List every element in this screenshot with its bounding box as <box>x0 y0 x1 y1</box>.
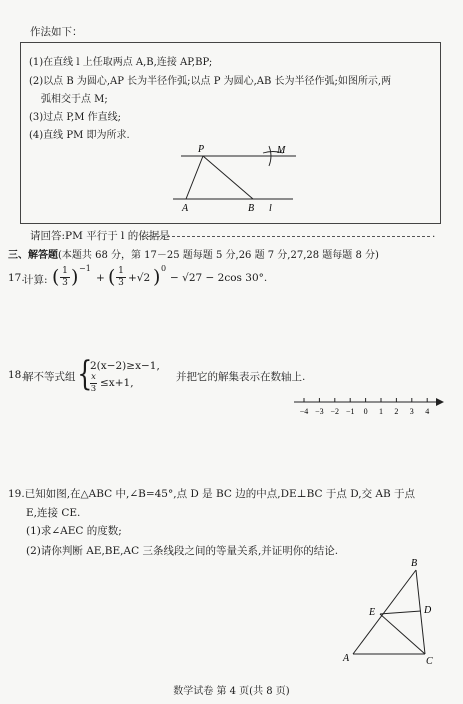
q19-line2: E,连接 CE. <box>26 507 81 519</box>
q17-lparen-2: ( <box>108 266 116 288</box>
tri-label-d: D <box>424 605 432 616</box>
number-line-tick-label: 2 <box>394 407 399 416</box>
q17-text: 计算: <box>23 274 48 286</box>
q18-number: 18. <box>8 369 25 381</box>
number-line-tick-label: −4 <box>299 407 309 416</box>
number-line-tick-label: −2 <box>330 407 340 416</box>
triangle-figure <box>335 558 455 673</box>
q19-line1: 19.已知如图,在△ABC 中,∠B=45°,点 D 是 BC 边的中点,DE⊥BC 于点 D,交 AB 于点 <box>8 488 416 500</box>
q17-plus: + <box>96 272 105 284</box>
q18-brace: { <box>77 354 93 394</box>
label-p: P <box>198 144 205 155</box>
tri-label-a: A <box>343 653 350 664</box>
q17-f2-num: 1 <box>118 266 124 276</box>
construction-step-2: (2)以点 B 为圆心,AP 长为半径作弧;以点 P 为圆心,AB 长为半径作弧;如图所示,两 <box>29 76 392 87</box>
label-a: A <box>182 203 189 214</box>
answer-blank[interactable] <box>142 236 430 237</box>
construction-question-end: . <box>432 228 436 240</box>
number-line <box>290 392 450 432</box>
q17-rparen-2: ) <box>153 266 161 288</box>
construction-step-1: (1)在直线 l 上任取两点 A,B,连接 AP,BP; <box>29 57 213 68</box>
section-note: (本题共 68 分，第 17－25 题每题 5 分,26 题 7 分,27,28 题每题 8 分) <box>58 250 379 261</box>
label-b: B <box>248 203 255 214</box>
section-heading <box>8 246 379 261</box>
number-line-tick-label: 0 <box>363 407 368 416</box>
label-l: l <box>269 203 272 214</box>
tri-label-c: C <box>426 656 433 667</box>
construction-question: 请回答:PM 平行于 l 的依据是 <box>30 230 170 242</box>
label-m: M <box>277 145 286 156</box>
q17-exp1: −1 <box>79 264 91 273</box>
q18-ineq1: 2(x−2)≥x−1, <box>90 360 160 372</box>
q17-f1-den: 3 <box>62 278 68 288</box>
construction-intro: 作法如下： <box>30 26 83 38</box>
q17-rest: − √27 − 2cos 30°. <box>170 272 268 284</box>
construction-step-4: (4)直线 PM 即为所求. <box>29 130 130 141</box>
number-line-tick-label: 1 <box>379 407 383 416</box>
q17-number: 17. <box>8 272 25 284</box>
q19-part1: (1)求∠AEC 的度数; <box>26 525 122 537</box>
q18-tail: 并把它的解集表示在数轴上. <box>176 371 306 383</box>
number-line-tick-label: −3 <box>315 407 324 416</box>
q17-rparen-1: ) <box>71 266 79 288</box>
q18-ineq2-rest: ≤x+1, <box>100 377 134 389</box>
q17-f2-den: 3 <box>118 278 124 288</box>
q18-ineq2-num: x <box>91 372 96 382</box>
q17-lparen-1: ( <box>52 266 60 288</box>
q17-exp2: 0 <box>161 264 167 273</box>
q19-part2: (2)请你判断 AE,BE,AC 三条线段之间的等量关系,并证明你的结论. <box>26 545 339 557</box>
q18-text: 解不等式组 <box>23 371 76 383</box>
number-line-tick-label: 3 <box>409 407 414 416</box>
construction-step-3: (3)过点 P,M 作直线; <box>29 112 122 123</box>
q18-ineq2-den: 3 <box>90 384 97 394</box>
construction-figure <box>21 43 440 223</box>
construction-step-2-cont: 弧相交于点 M; <box>41 94 108 105</box>
number-line-tick-label: −1 <box>345 407 355 416</box>
number-line-tick-label: 4 <box>425 407 430 416</box>
section-title: 三、解答题 <box>8 250 58 261</box>
construction-box <box>20 42 441 224</box>
tri-label-e: E <box>369 607 376 618</box>
q17-f1-num: 1 <box>62 266 68 276</box>
page-footer: 数学试卷 第 4 页(共 8 页) <box>173 686 290 697</box>
tri-label-b: B <box>411 558 418 569</box>
q17-f2-tail: +√2 <box>128 272 151 284</box>
